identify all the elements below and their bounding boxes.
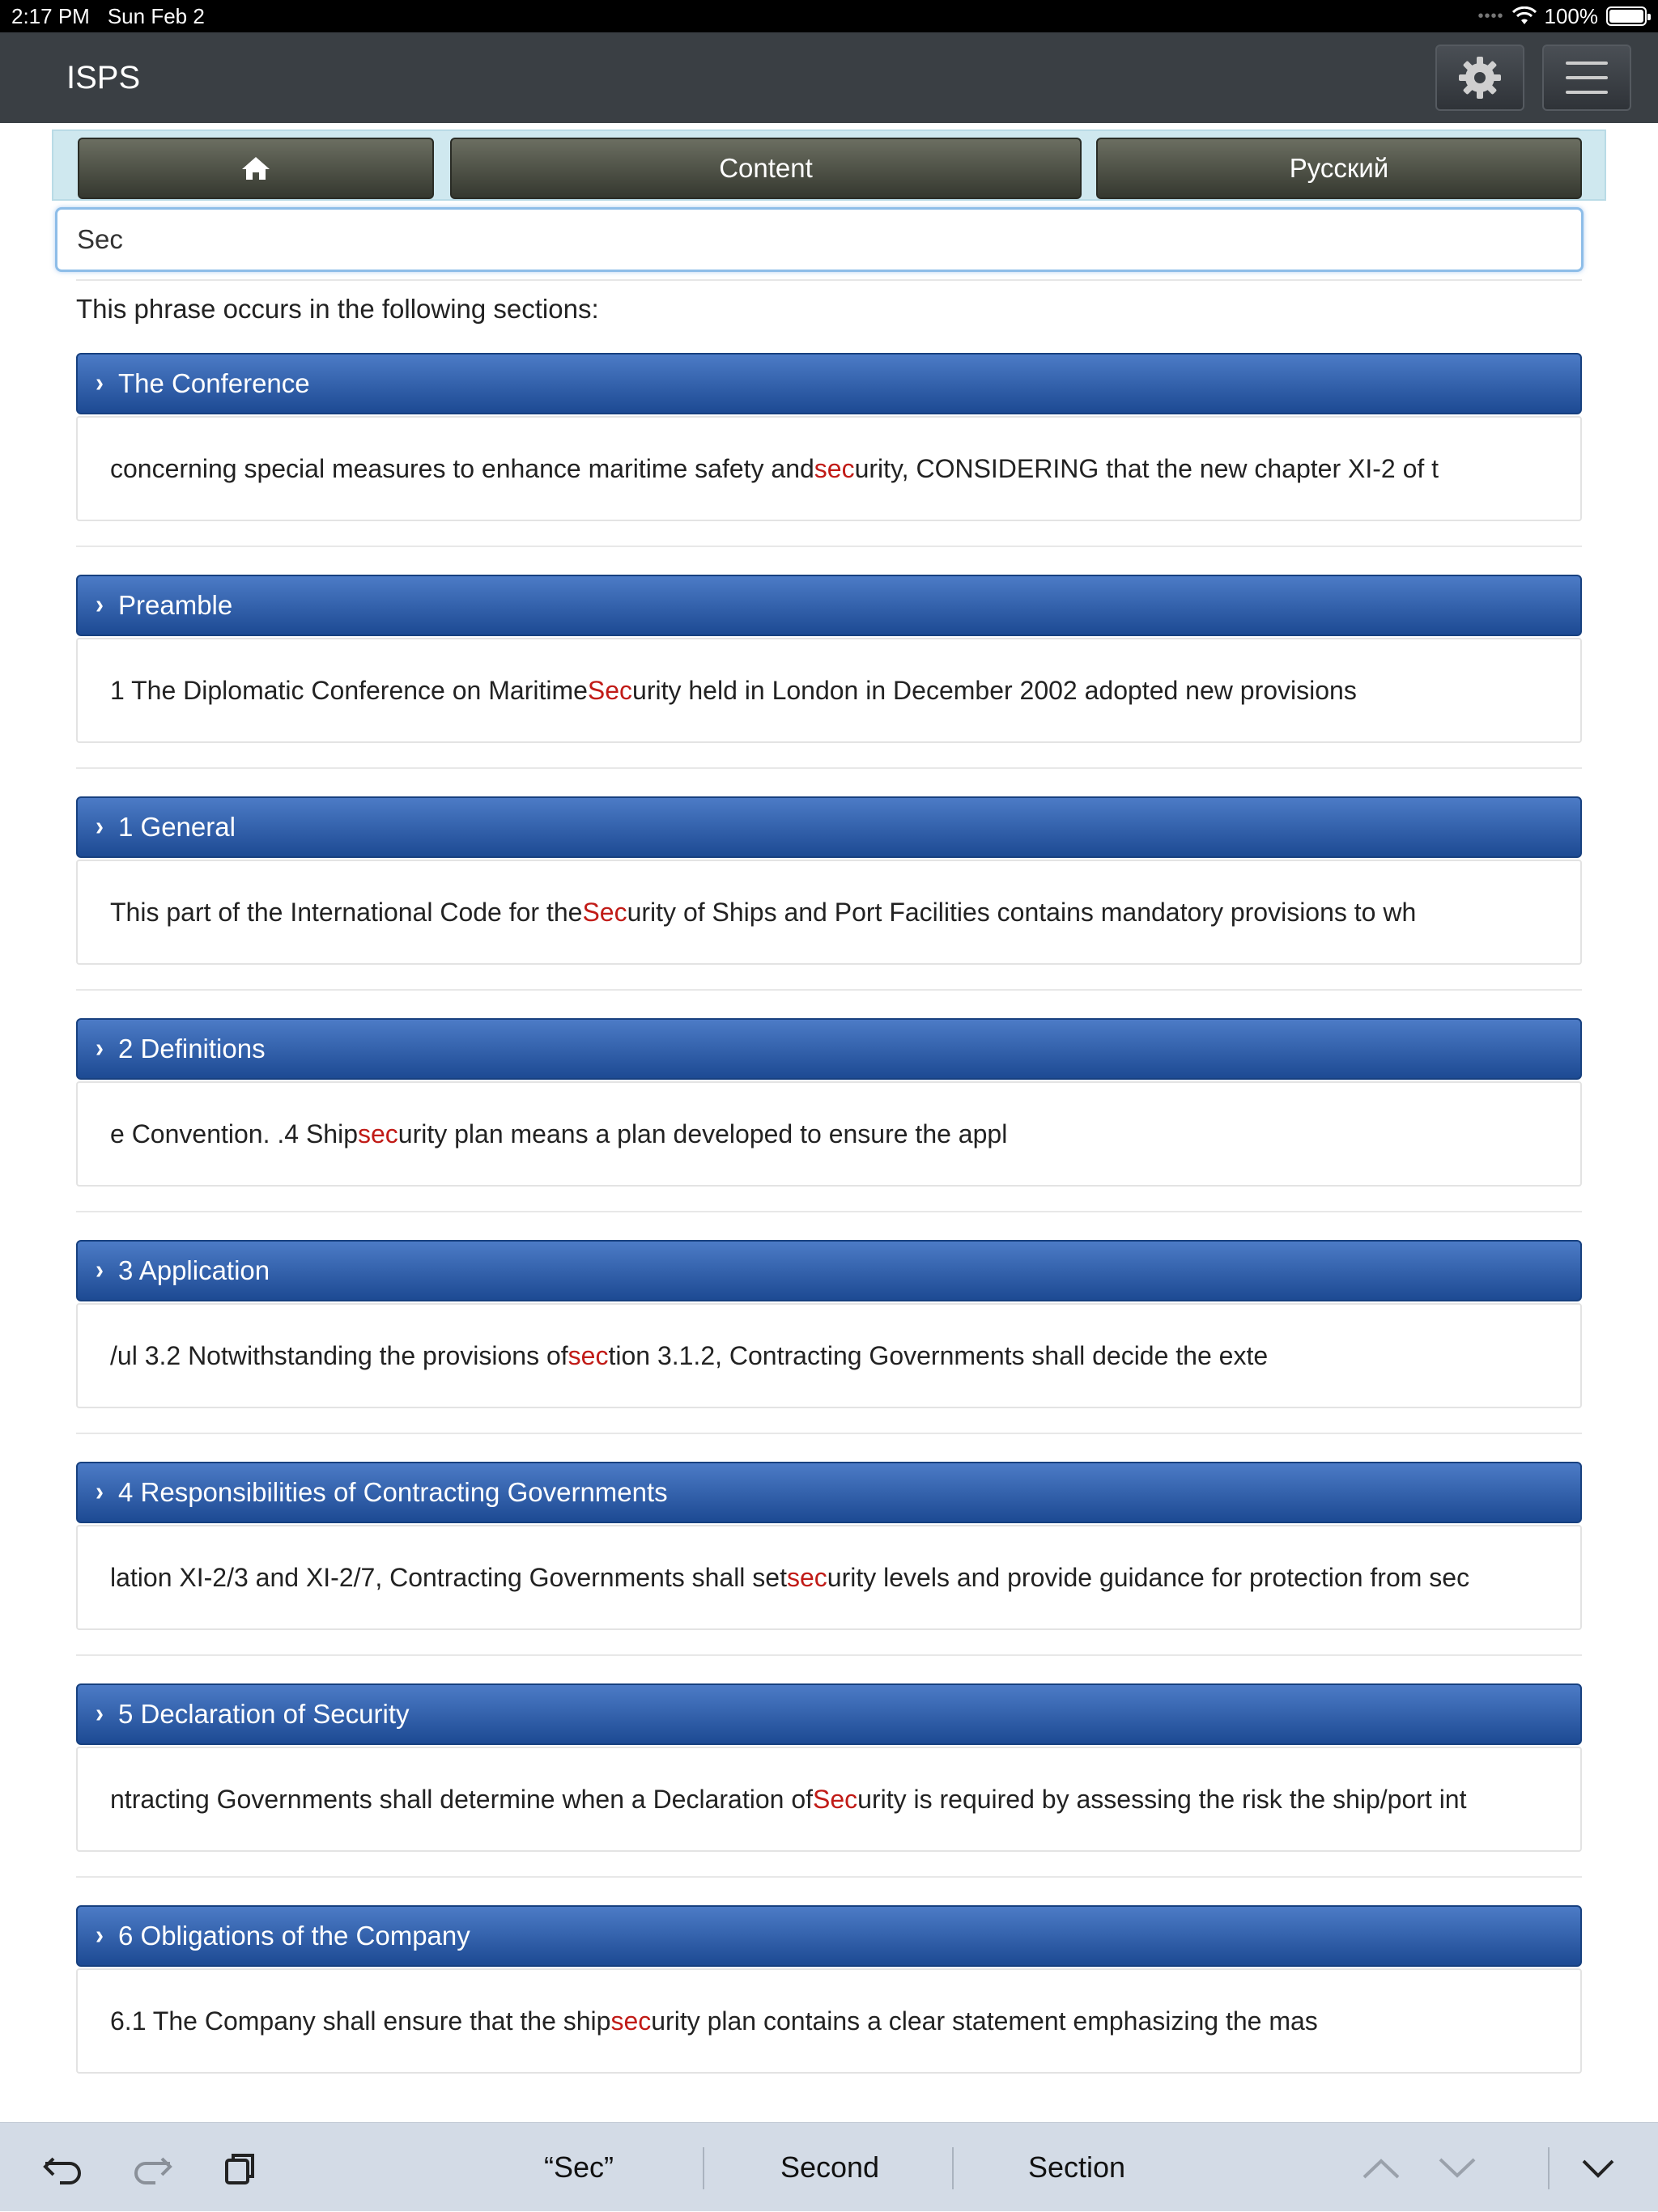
down-chevron-icon[interactable]	[1435, 2146, 1480, 2191]
suggestion-divider	[1548, 2147, 1550, 2189]
snippet-text: lation XI-2/3 and XI-2/7, Contracting Governments shall set	[110, 1562, 787, 1592]
home-button[interactable]	[78, 138, 434, 199]
chevron-right-icon: ›	[96, 368, 104, 398]
result-snippet[interactable]	[76, 1968, 1582, 2074]
result-section-title: 6 Obligations of the Company	[118, 1921, 470, 1951]
result-section-title: 3 Application	[118, 1255, 270, 1285]
result-section-title: The Conference	[118, 368, 310, 398]
result-section-title: 2 Definitions	[118, 1034, 266, 1064]
result-snippet[interactable]	[76, 1303, 1582, 1408]
snippet-text: tion 3.1.2, Contracting Governments shall decide the exte	[608, 1340, 1269, 1370]
result-section	[76, 1240, 1582, 1408]
result-snippet[interactable]	[76, 416, 1582, 521]
chevron-right-icon: ›	[96, 1034, 104, 1064]
result-section	[76, 1018, 1582, 1187]
chevron-right-icon: ›	[96, 590, 104, 620]
status-date: Sun Feb 2	[107, 3, 205, 28]
result-snippet[interactable]	[76, 1747, 1582, 1852]
result-section	[76, 1683, 1582, 1852]
snippet-highlight: sec	[814, 453, 855, 483]
result-section-header[interactable]	[76, 1240, 1582, 1301]
snippet-highlight: sec	[357, 1119, 398, 1148]
result-section	[76, 575, 1582, 743]
nav-bar	[0, 32, 1658, 123]
up-chevron-icon[interactable]	[1358, 2146, 1404, 2191]
chevron-right-icon: ›	[96, 1921, 104, 1951]
result-section	[76, 796, 1582, 965]
result-section-header[interactable]	[76, 796, 1582, 858]
result-snippet[interactable]	[76, 1081, 1582, 1187]
menu-button[interactable]	[1542, 45, 1631, 111]
result-section-header[interactable]	[76, 1683, 1582, 1745]
wifi-icon	[1512, 6, 1537, 26]
app-title: ISPS	[66, 59, 141, 96]
battery-icon	[1606, 6, 1647, 26]
chevron-right-icon: ›	[96, 1699, 104, 1729]
result-section-header[interactable]	[76, 353, 1582, 414]
suggestion-divider	[952, 2147, 954, 2189]
result-section	[76, 1905, 1582, 2074]
toolbar	[52, 129, 1606, 201]
result-section-header[interactable]	[76, 1905, 1582, 1967]
snippet-highlight: Sec	[587, 675, 633, 705]
result-section	[76, 1462, 1582, 1630]
status-time: 2:17 PM	[11, 3, 90, 28]
result-divider	[76, 1654, 1582, 1656]
suggestion-1[interactable]: “Sec”	[543, 2150, 614, 2184]
result-snippet[interactable]	[76, 1525, 1582, 1630]
snippet-text: ntracting Governments shall determine when a Declaration of	[110, 1784, 813, 1814]
snippet-highlight: Sec	[582, 897, 627, 927]
result-divider	[76, 989, 1582, 991]
snippet-text: /ul 3.2 Notwithstanding the provisions of	[110, 1340, 568, 1370]
snippet-text: concerning special measures to enhance maritime safety and	[110, 453, 814, 483]
search-input[interactable]	[55, 207, 1584, 272]
result-section-title: 4 Responsibilities of Contracting Governments	[118, 1477, 668, 1507]
status-bar	[0, 0, 1658, 32]
redo-icon[interactable]	[130, 2146, 175, 2191]
suggestion-2[interactable]: Second	[780, 2150, 880, 2184]
home-icon	[240, 155, 271, 181]
chevron-right-icon: ›	[96, 1255, 104, 1285]
snippet-text: 1 The Diplomatic Conference on Maritime	[110, 675, 588, 705]
snippet-text: urity plan means a plan developed to ensure the appl	[397, 1119, 1008, 1148]
snippet-highlight: sec	[568, 1340, 609, 1370]
snippet-text: urity is required by assessing the risk the ship/port int	[857, 1784, 1467, 1814]
snippet-highlight: Sec	[813, 1784, 858, 1814]
snippet-text: urity levels and provide guidance for protection from sec	[827, 1562, 1470, 1592]
settings-button[interactable]	[1435, 45, 1524, 111]
dismiss-keyboard-icon[interactable]	[1575, 2146, 1621, 2191]
divider	[76, 279, 1582, 281]
result-section-header[interactable]	[76, 575, 1582, 636]
snippet-text: urity, CONSIDERING that the new chapter XI-2 of t	[854, 453, 1439, 483]
result-divider	[76, 1211, 1582, 1212]
battery-percent: 100%	[1544, 3, 1598, 28]
chevron-right-icon: ›	[96, 1477, 104, 1507]
gear-icon	[1456, 53, 1504, 102]
hamburger-menu-icon	[1566, 62, 1608, 94]
snippet-highlight: sec	[610, 2006, 652, 2036]
result-divider	[76, 546, 1582, 547]
keyboard-shortcut-bar	[0, 2122, 1658, 2211]
result-section-title: 5 Declaration of Security	[118, 1699, 410, 1729]
result-section-header[interactable]	[76, 1462, 1582, 1523]
content-button[interactable]: Content	[450, 138, 1082, 199]
result-divider	[76, 1433, 1582, 1434]
result-snippet[interactable]	[76, 860, 1582, 965]
results-intro: This phrase occurs in the following sections:	[76, 294, 599, 324]
snippet-text: urity held in London in December 2002 adopted new provisions	[632, 675, 1357, 705]
signal-dots-icon: ••••	[1477, 6, 1504, 25]
chevron-right-icon: ›	[96, 812, 104, 842]
result-section-title: 1 General	[118, 812, 236, 842]
suggestion-divider	[703, 2147, 704, 2189]
snippet-text: urity of Ships and Port Facilities contains mandatory provisions to wh	[627, 897, 1417, 927]
snippet-text: 6.1 The Company shall ensure that the ship	[110, 2006, 611, 2036]
snippet-text: e Convention. .4 Ship	[110, 1119, 358, 1148]
result-divider	[76, 767, 1582, 769]
result-snippet[interactable]	[76, 638, 1582, 743]
snippet-text: urity plan contains a clear statement emphasizing the mas	[651, 2006, 1318, 2036]
result-divider	[76, 1876, 1582, 1878]
result-section-title: Preamble	[118, 590, 233, 620]
undo-icon[interactable]	[40, 2146, 86, 2191]
language-button[interactable]: Русский	[1096, 138, 1582, 199]
result-section	[76, 353, 1582, 521]
snippet-text: This part of the International Code for the	[110, 897, 583, 927]
result-section-header[interactable]	[76, 1018, 1582, 1080]
snippet-highlight: sec	[786, 1562, 827, 1592]
paste-icon[interactable]	[217, 2146, 262, 2191]
suggestion-3[interactable]: Section	[1027, 2150, 1126, 2184]
